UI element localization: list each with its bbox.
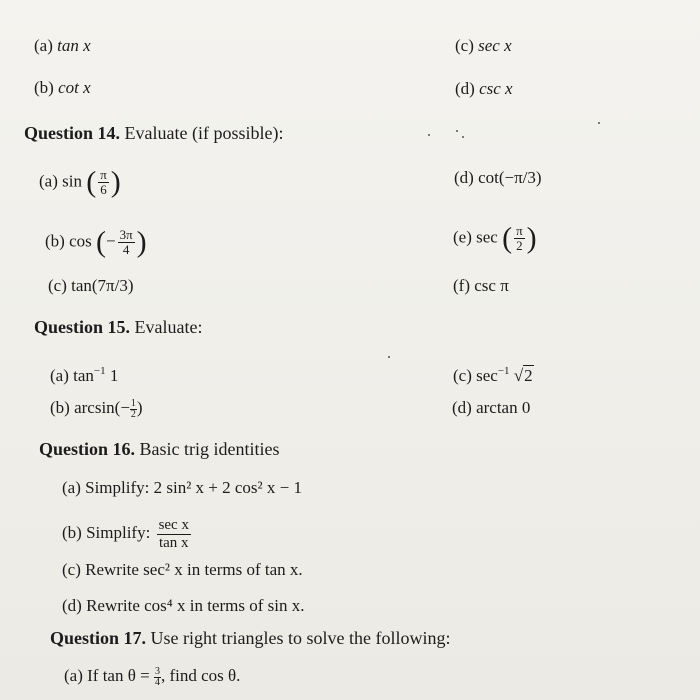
item-arg: 1 [109,366,119,385]
paper-speck [388,356,390,358]
item-label: (b) [34,78,54,97]
item-expr: csc x [479,79,513,98]
item-fn: sec [476,227,498,247]
fraction [154,667,161,688]
paper-speck [428,134,430,136]
question-prompt: Basic trig identities [139,439,280,459]
denominator: tan x [158,534,189,551]
q14-item-b [45,225,147,259]
item-expr: tan(7π/3) [71,276,134,295]
q15-title [34,317,202,337]
item-expr: sec x [478,36,512,55]
question-number: Question 15. [34,317,131,337]
fraction [514,224,525,253]
question-number: Question 16. [39,439,136,459]
question-prompt: Use right triangles to solve the following: [150,628,451,648]
item-label: (c) [453,366,472,385]
numerator: sec x [158,516,189,533]
radicand: 2 [524,366,533,385]
item-label: (b) [50,398,70,417]
q13-item-a [34,36,91,56]
item-fn: sec [476,366,498,385]
denominator: 4 [122,242,130,257]
q14-item-a [39,165,121,199]
exponent: −1 [497,365,510,377]
numerator: 3π [119,227,133,242]
item-label: (d) [454,168,474,187]
question-number: Question 14. [24,123,121,143]
q16-item-a: (a) Simplify: 2 sin² x + 2 cos² x − 1 [62,478,302,497]
denominator: 4 [154,676,160,688]
question-prompt: Evaluate: [134,317,203,337]
question-number: Question 17. [50,628,147,648]
numerator: 1 [130,397,136,409]
item-expr: arctan 0 [476,398,531,417]
item-label: (a) [39,171,58,191]
item-label: (d) [455,79,475,98]
paper-speck [462,136,464,138]
item-expr: cot(−π/3) [478,168,542,187]
item-label: (c) [455,36,474,55]
fraction [98,168,109,197]
question-prompt: Evaluate (if possible): [124,123,284,143]
item-label: (f) [453,276,470,295]
q16-item-d: (d) Rewrite cos⁴ x in terms of sin x. [62,596,305,615]
q15-item-b [50,398,143,420]
q15-item-c [453,361,534,386]
paren-close: ) [136,398,143,417]
q14-item-e [453,221,537,255]
item-suffix: , find cos θ. [160,666,241,685]
q17-item-a [64,666,240,688]
paper-speck [456,130,458,132]
fraction [118,228,135,257]
q14-item-f [453,276,509,296]
q17-title [50,628,450,648]
q15-item-d [452,398,530,418]
numerator: π [516,223,523,238]
item-label: (a) [34,36,53,55]
paren-right: ) [136,225,147,259]
item-label: (d) [452,398,472,417]
fraction [157,517,191,552]
numerator: π [100,167,107,182]
item-label: (a) [50,366,69,385]
q16-title [39,439,280,459]
item-fn: arcsin(− [74,398,130,417]
item-fn: cos [69,231,92,251]
q13-item-b [34,78,91,98]
paren-left: ( [502,221,513,255]
item-label: (b) [45,231,65,251]
denominator: 2 [130,408,136,420]
item-label: (c) [48,276,67,295]
paren-right: ) [110,165,121,199]
q13-item-c [455,36,512,56]
q14-item-c [48,276,134,296]
item-fn: sin [62,171,82,191]
radical-sign: √ [513,366,524,385]
exponent: −1 [93,365,106,377]
q16-item-b [62,512,193,554]
paren-left: ( [96,225,106,259]
item-expr: csc π [474,276,509,295]
item-expr: cot x [58,78,91,97]
paper-speck [598,122,600,124]
fraction [130,399,137,420]
item-label: (b) Simplify: [62,523,151,542]
q14-item-d [454,168,542,188]
item-label: (e) [453,227,472,247]
denominator: 2 [516,238,523,253]
item-prefix: (a) If tan θ = [64,666,154,685]
q15-item-a [50,361,118,386]
paren-right: ) [526,221,537,255]
paren-left: ( [86,165,97,199]
q14-title [24,123,283,143]
numerator: 3 [154,665,160,677]
denominator: 6 [100,182,107,197]
q16-item-c: (c) Rewrite sec² x in terms of tan x. [62,560,303,579]
item-expr: tan x [57,36,91,55]
item-fn: tan [73,366,94,385]
minus-sign: − [106,231,116,251]
q13-item-d [455,79,513,99]
